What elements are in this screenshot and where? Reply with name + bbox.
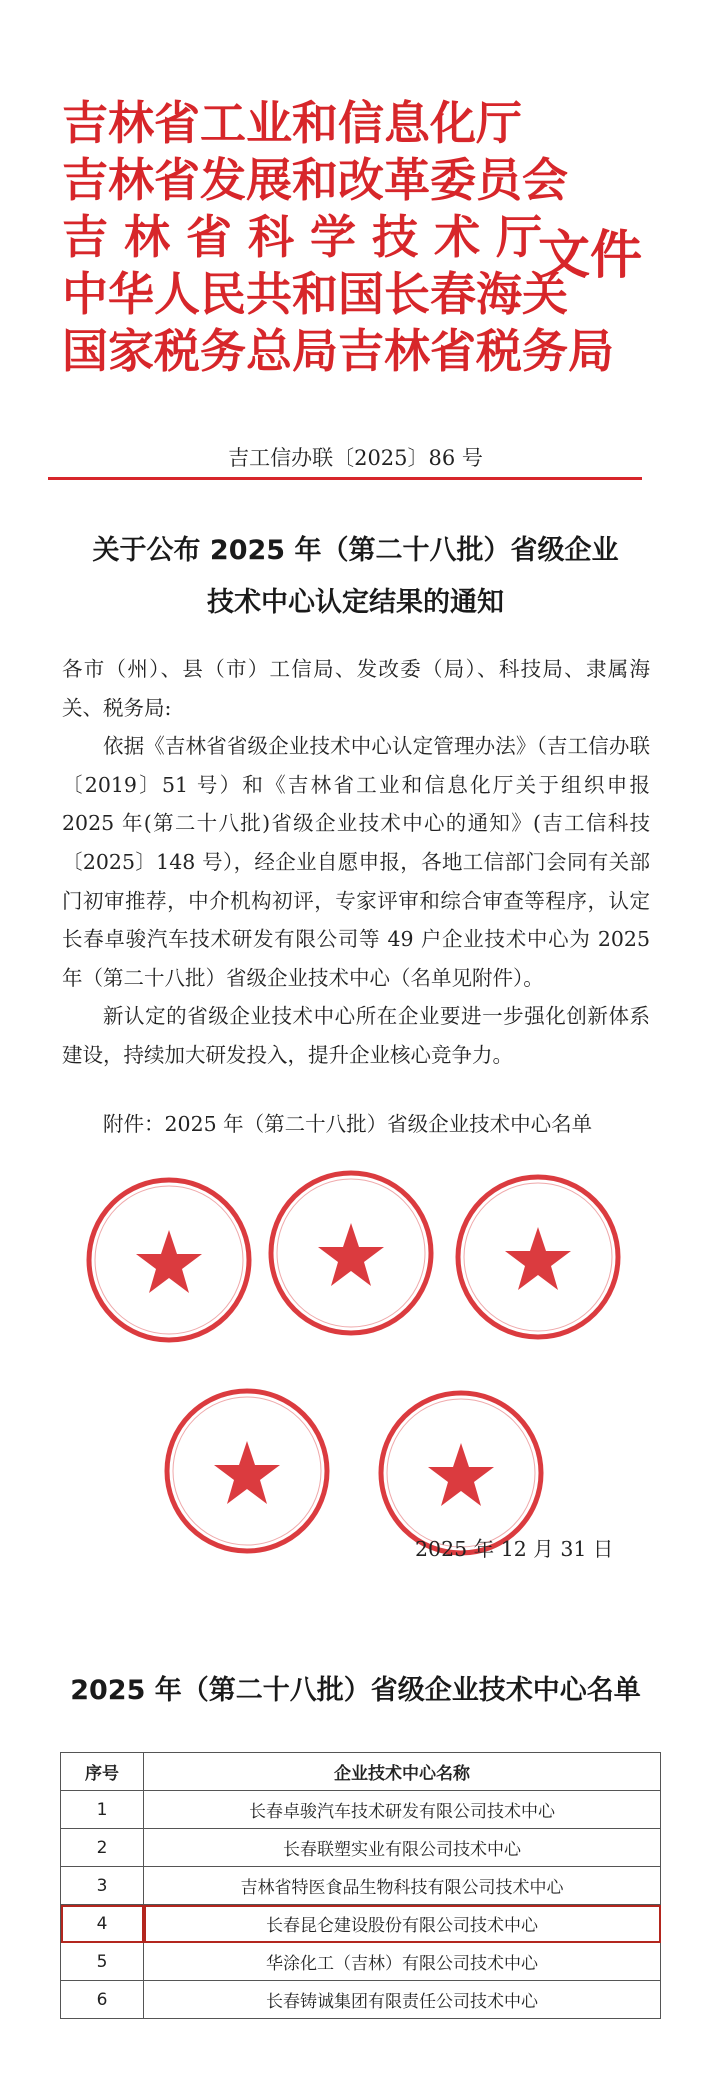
issue-date: 2025 年 12 月 31 日 xyxy=(415,1537,614,1561)
attachment-note: 附件：2025 年（第二十八批）省级企业技术中心名单 xyxy=(103,1112,593,1136)
notice-title-line1: 关于公布 2025 年（第二十八批）省级企业 xyxy=(92,535,619,566)
issuer-block xyxy=(62,95,614,380)
recipients: 各市（州）、县（市）工信局、发改委（局）、科技局、隶属海关、税务局: xyxy=(62,657,650,720)
list-title: 2025 年（第二十八批）省级企业技术中心名单 xyxy=(70,1675,641,1706)
issuer-name: 中华人民共和国长春海关 xyxy=(62,267,568,321)
center-list-table xyxy=(60,1752,661,2019)
red-divider xyxy=(48,477,642,480)
issuer-name: 国家税务总局吉林省税务局 xyxy=(62,324,614,378)
center-name: 华涂化工（吉林）有限公司技术中心 xyxy=(144,1943,661,1981)
center-name: 长春昆仑建设股份有限公司技术中心 xyxy=(144,1905,661,1943)
row-number: 2 xyxy=(61,1829,144,1867)
notice-title xyxy=(0,525,711,629)
seal-stamp xyxy=(266,1168,436,1338)
table-header-row xyxy=(61,1753,661,1791)
center-name: 长春联塑实业有限公司技术中心 xyxy=(144,1829,661,1867)
column-header: 序号 xyxy=(61,1753,144,1791)
seal-stamp xyxy=(84,1175,254,1345)
center-name: 长春铸诚集团有限责任公司技术中心 xyxy=(144,1981,661,2019)
table-row xyxy=(61,1943,661,1981)
row-number: 6 xyxy=(61,1981,144,2019)
row-number: 5 xyxy=(61,1943,144,1981)
seal-stamp xyxy=(162,1386,332,1556)
row-number: 1 xyxy=(61,1791,144,1829)
table-row xyxy=(61,1829,661,1867)
table-row xyxy=(61,1981,661,2019)
body-paragraph-2: 新认定的省级企业技术中心所在企业要进一步强化创新体系建设，持续加大研发投入，提升企业核心竞争力。 xyxy=(62,1004,650,1067)
center-name: 长春卓骏汽车技术研发有限公司技术中心 xyxy=(144,1791,661,1829)
notice-body xyxy=(62,650,650,1075)
notice-title-line2: 技术中心认定结果的通知 xyxy=(207,587,504,618)
table-row xyxy=(61,1867,661,1905)
issuer-name: 吉 林 省 科 学 技 术 厅 xyxy=(62,210,543,264)
row-number: 4 xyxy=(61,1905,144,1943)
row-number: 3 xyxy=(61,1867,144,1905)
body-paragraph-1: 依据《吉林省省级企业技术中心认定管理办法》（吉工信办联〔2019〕51 号）和《吉林省工业和信息化厅关于组织申报 2025 年(第二十八批)省级企业技术中心的通知》(吉工信科技〔2025〕148 号），经企业自愿申报，各地工信部门会同有关部门初审推荐，中介机构初评，专家评审和综合审查等程序，认定长春卓骏汽车技术研发有限公司等 49 户企业技术中心为 2025 年（第二十八批）省级企业技术中心（名单见附件）。 xyxy=(62,734,650,990)
seal-stamp xyxy=(453,1172,623,1342)
table-row xyxy=(61,1791,661,1829)
document-word: 文件 xyxy=(538,226,643,286)
column-header: 企业技术中心名称 xyxy=(144,1753,661,1791)
issuer-name: 吉林省发展和改革委员会 xyxy=(62,153,568,207)
center-name: 吉林省特医食品生物科技有限公司技术中心 xyxy=(144,1867,661,1905)
document-number: 吉工信办联〔2025〕86 号 xyxy=(228,446,483,470)
issuer-name: 吉林省工业和信息化厅 xyxy=(62,96,522,150)
table-row-highlighted xyxy=(61,1905,661,1943)
